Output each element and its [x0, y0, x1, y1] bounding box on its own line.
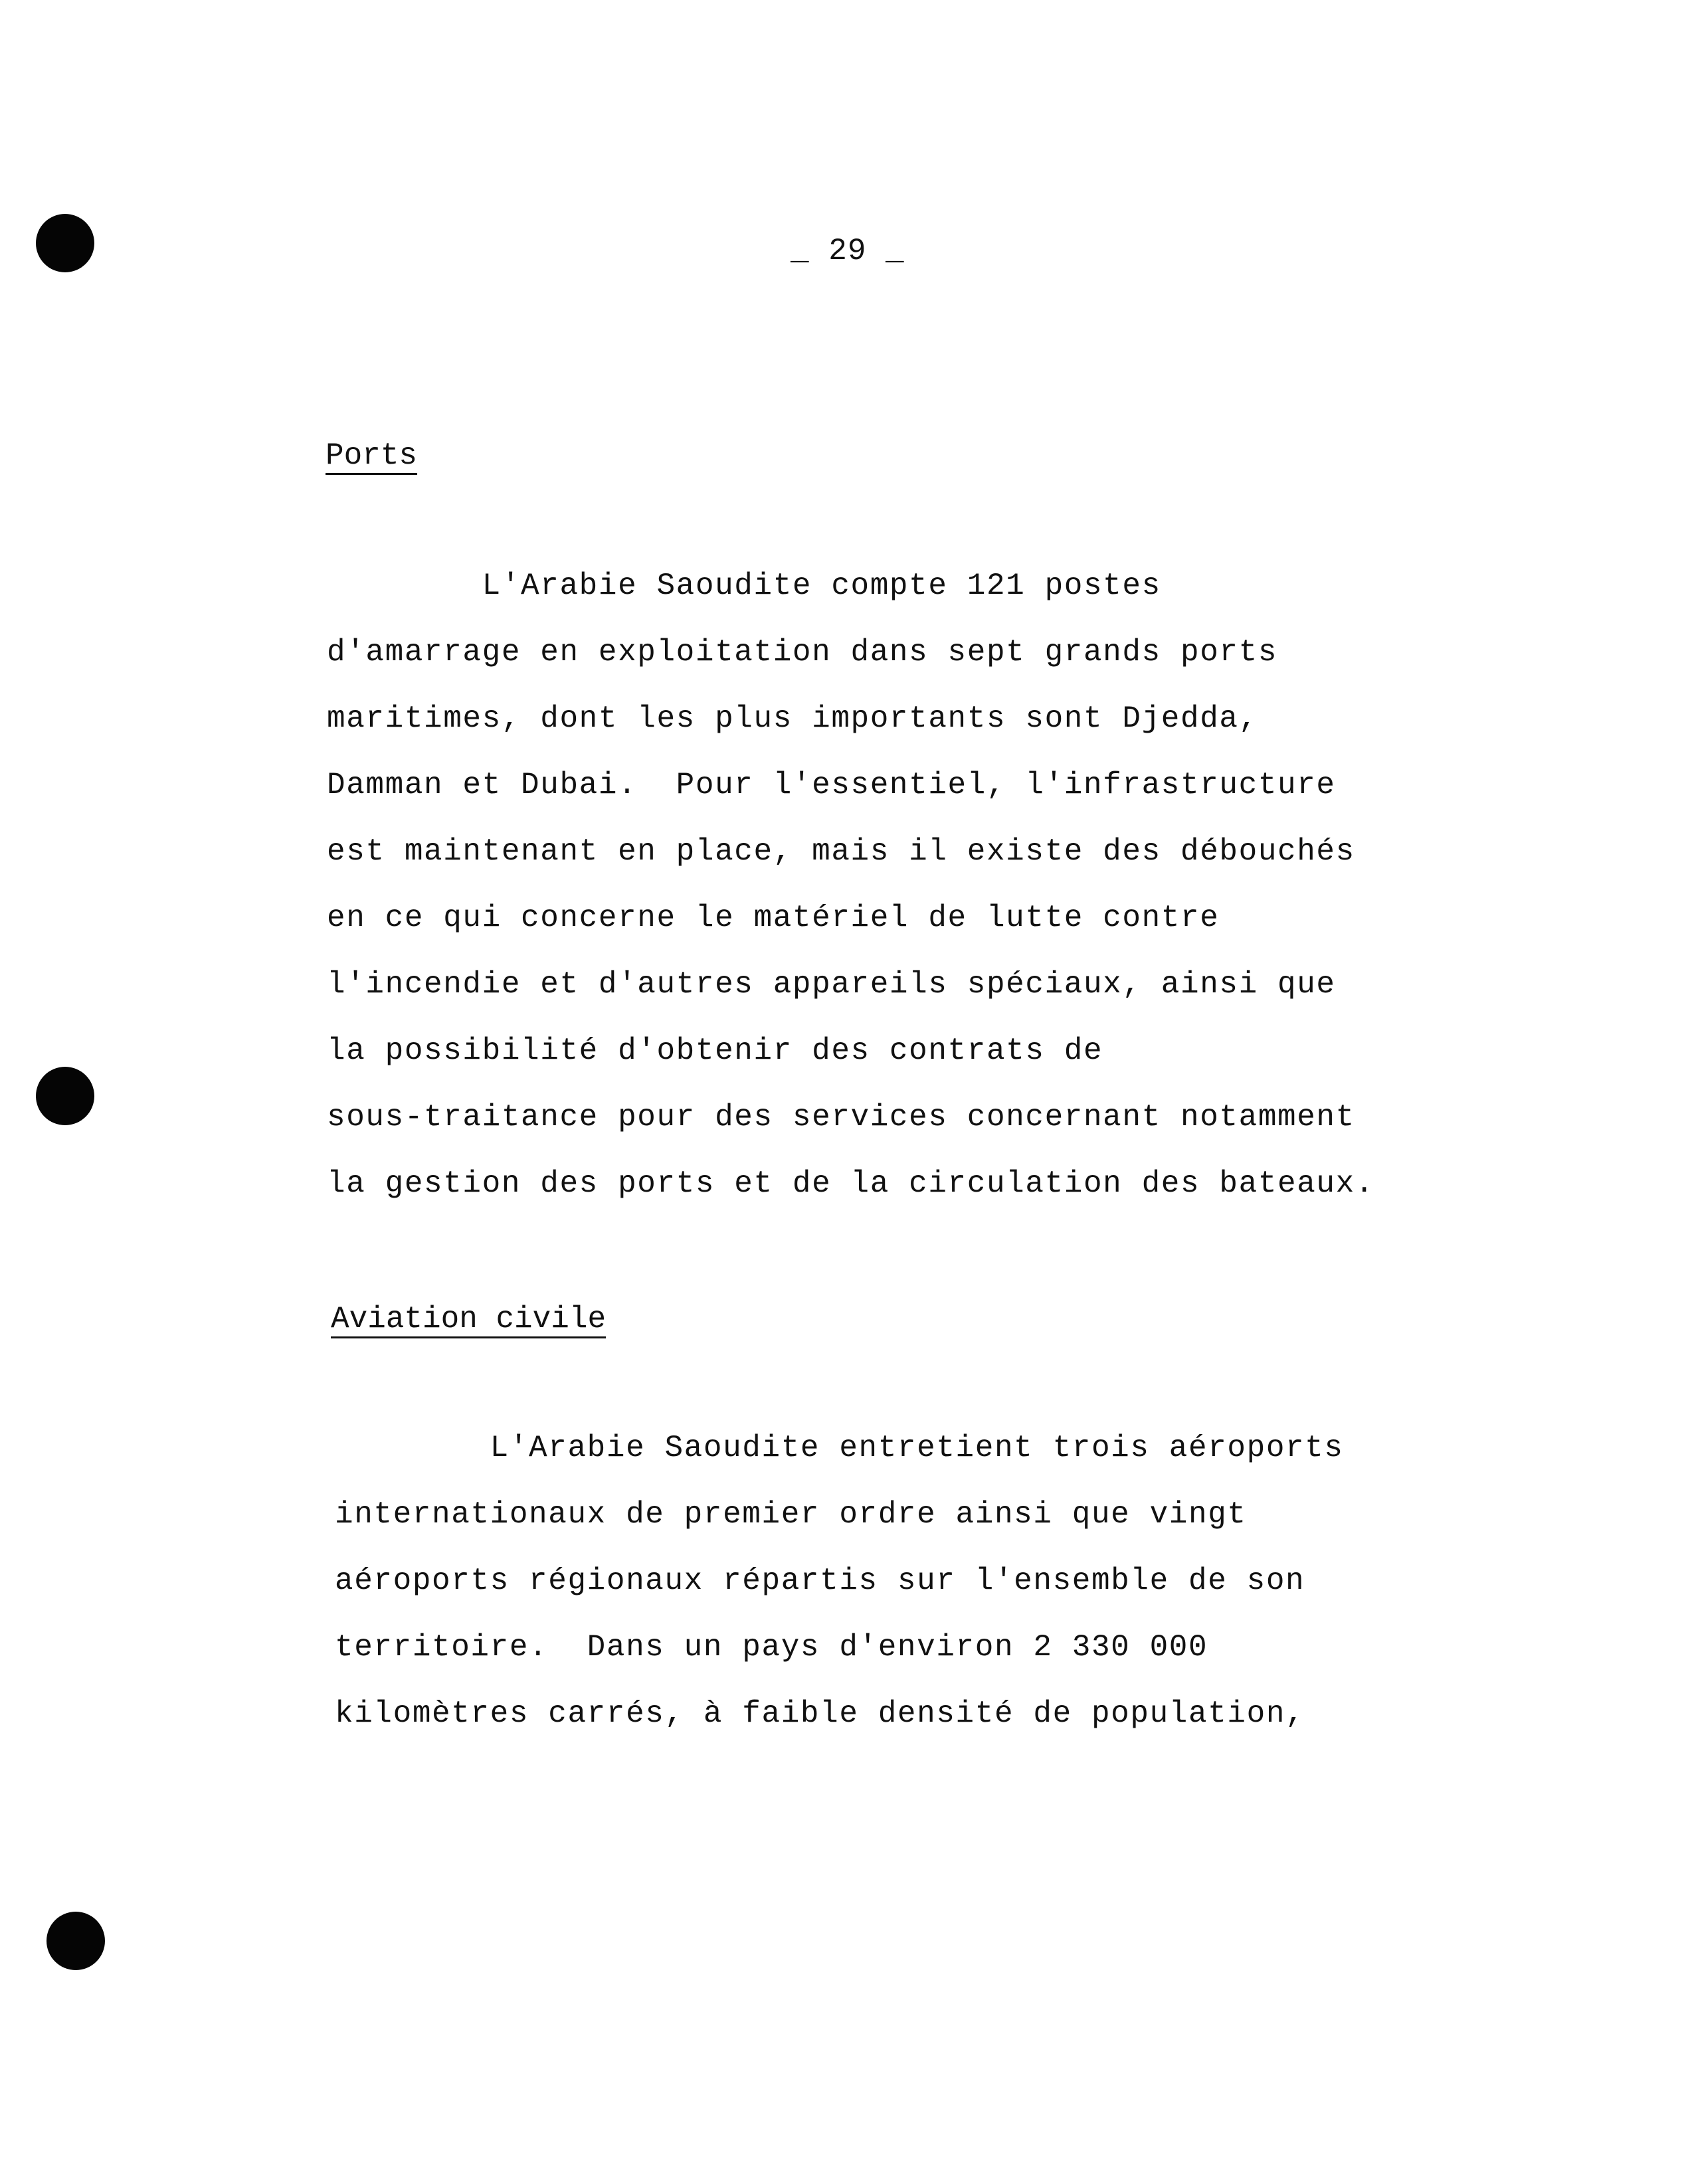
paragraph-line: L'Arabie Saoudite entretient trois aéroports: [335, 1431, 1344, 1465]
paragraph-line: internationaux de premier ordre ainsi que vingt: [335, 1497, 1247, 1532]
section-heading-aviation-civile: Aviation civile: [331, 1302, 607, 1336]
section-heading-ports: Ports: [326, 438, 418, 473]
paragraph-aviation-civile: [335, 1415, 1344, 1747]
paragraph-line: la possibilité d'obtenir des contrats de: [327, 1034, 1103, 1068]
paragraph-line: l'incendie et d'autres appareils spéciaux, ainsi que: [327, 967, 1336, 1002]
paragraph-line: kilomètres carrés, à faible densité de population,: [335, 1696, 1305, 1731]
paragraph-line: aéroports régionaux répartis sur l'ensemble de son: [335, 1564, 1305, 1598]
paragraph-line: territoire. Dans un pays d'environ 2 330 000: [335, 1630, 1208, 1665]
paragraph-line: est maintenant en place, mais il existe des débouchés: [327, 834, 1355, 869]
punch-hole-middle: [36, 1067, 94, 1125]
paragraph-ports: [327, 553, 1374, 1217]
paragraph-line: maritimes, dont les plus importants sont Djedda,: [327, 701, 1258, 736]
paragraph-line: la gestion des ports et de la circulation des bateaux.: [327, 1166, 1375, 1201]
paragraph-line: Damman et Dubai. Pour l'essentiel, l'infrastructure: [327, 768, 1336, 802]
paragraph-line: d'amarrage en exploitation dans sept grands ports: [327, 635, 1278, 670]
punch-hole-top: [36, 214, 94, 272]
paragraph-line: sous-traitance pour des services concernant notamment: [327, 1100, 1355, 1135]
page-number: _ 29 _: [791, 234, 905, 268]
paragraph-line: L'Arabie Saoudite compte 121 postes: [327, 569, 1161, 603]
punch-hole-bottom: [47, 1912, 105, 1970]
paragraph-line: en ce qui concerne le matériel de lutte contre: [327, 901, 1220, 935]
